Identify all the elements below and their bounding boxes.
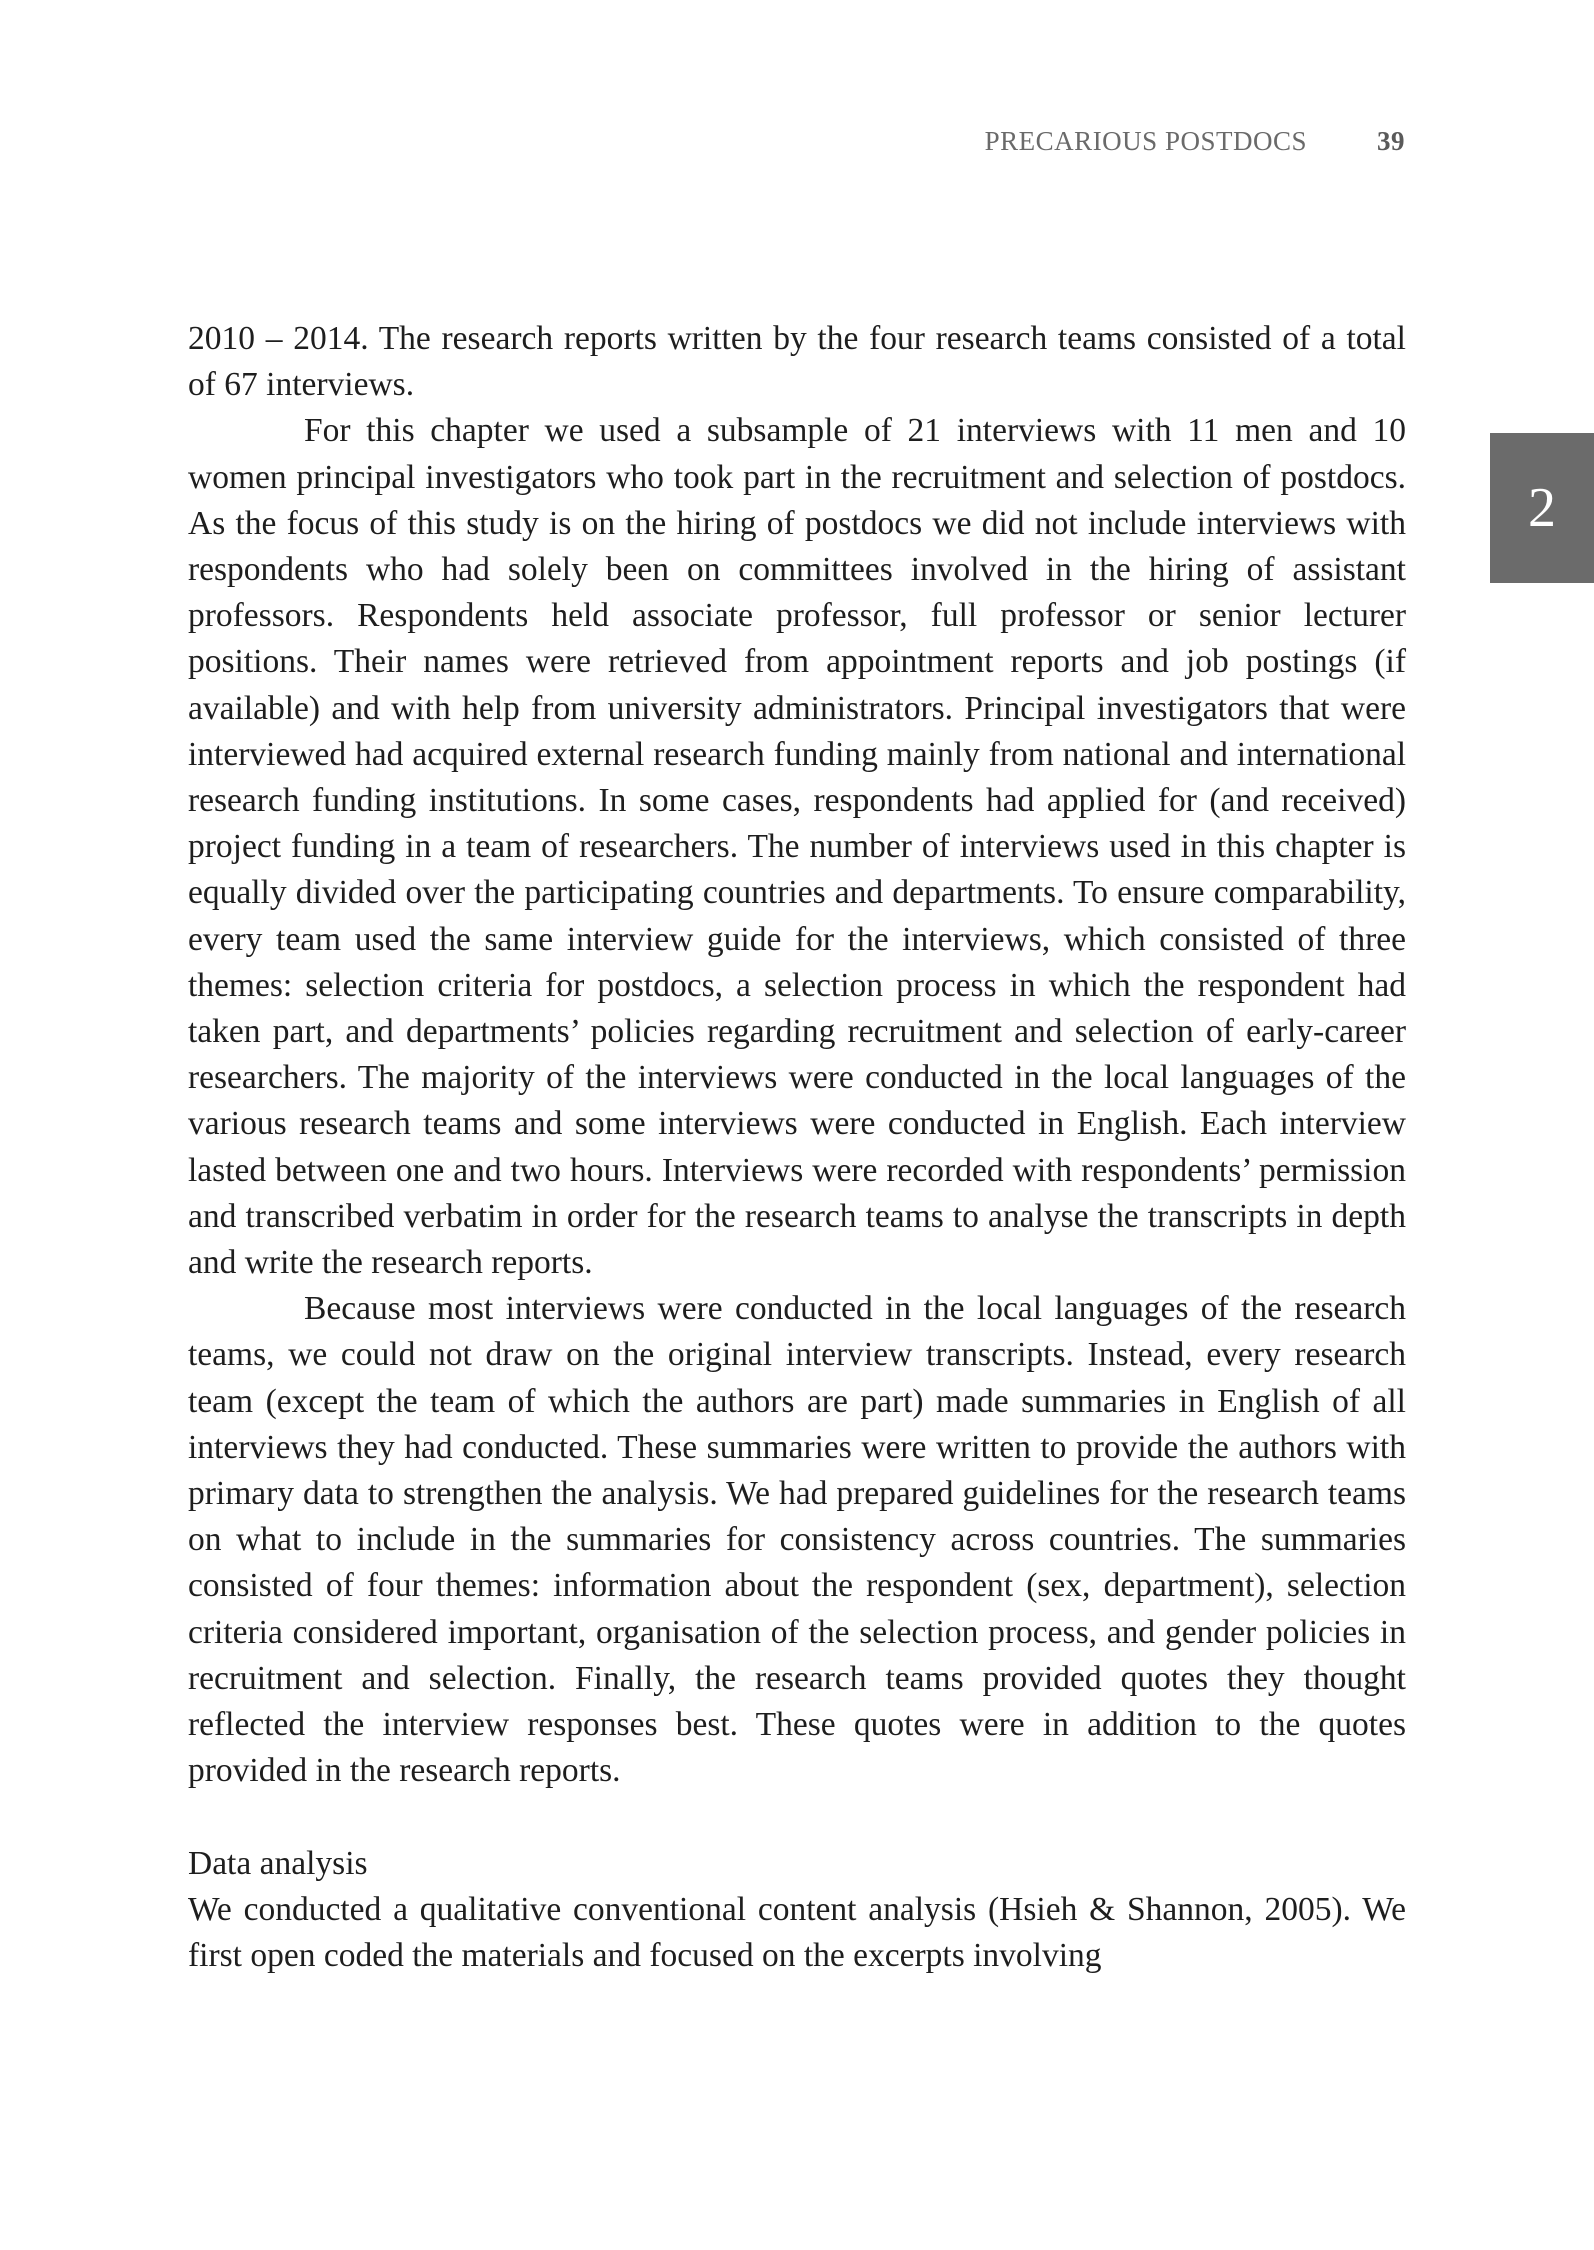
paragraph-subsample: For this chapter we used a subsample of 21 interviews with 11 men and 10 women principal investigators who took part in the recruitment and selection of postdocs. As the focus of this study is on the hiring of postdocs we did not include interviews with respondents who had solely been on committees involved in the hiring of assistant professors. Respondents held associate professor, full professor or senior lecturer positions. Their names were retrieved from appointment reports and job postings (if available) and with help from university administrators. Principal investigators that were interviewed had acquired external research funding mainly from national and international research funding institutions. In some cases, respondents had applied for (and received) project funding in a team of researchers. The number of interviews used in this chapter is equally divided over the participating countries and departments. To ensure comparability, every team used the same interview guide for the interviews, which consisted of three themes: selection criteria for postdocs, a selection process in which the respondent had taken part, and departments’ policies regarding recruitment and selection of early-career researchers. The majority of the interviews were conducted in the local languages of the various research teams and some interviews were conducted in English. Each interview lasted between one and two hours. Interviews were recorded with respondents’ permission and transcribed verbatim in order for the research teams to analyse the transcripts in depth and write the research reports. xyxy=(188,412,1406,1282)
paragraph-summaries: Because most interviews were conducted in the local languages of the research teams, we could not draw on the original interview transcripts. Instead, every research team (except the team of which the authors are part) made summaries in English of all interviews they had conducted. These summaries were written to provide the authors with primary data to strengthen the analysis. We had prepared guidelines for the research teams on what to include in the summaries for consistency across countries. The summaries consisted of four themes: information about the respondent (sex, department), selection criteria considered important, organisation of the selection process, and gender policies in recruitment and selection. Finally, the research teams provided quotes they thought reflected the interview responses best. These quotes were in addition to the quotes provided in the research reports. xyxy=(188,1290,1406,1790)
page-number: 39 xyxy=(1377,126,1405,156)
running-header xyxy=(900,126,1405,157)
section-heading-data-analysis: Data analysis xyxy=(188,1844,368,1882)
paragraph-data-analysis: We conducted a qualitative conventional content analysis (Hsieh & Shannon, 2005). We first open coded the materials and focused on the excerpts involving xyxy=(188,1890,1406,1974)
running-title: PRECARIOUS POSTDOCS xyxy=(984,126,1307,156)
chapter-number: 2 xyxy=(1528,477,1556,539)
body-text xyxy=(188,316,1406,1979)
paragraph-continuation: 2010 – 2014. The research reports written by the four research teams consisted of a total of 67 interviews. xyxy=(188,320,1406,404)
chapter-thumb-tab xyxy=(1490,433,1594,583)
